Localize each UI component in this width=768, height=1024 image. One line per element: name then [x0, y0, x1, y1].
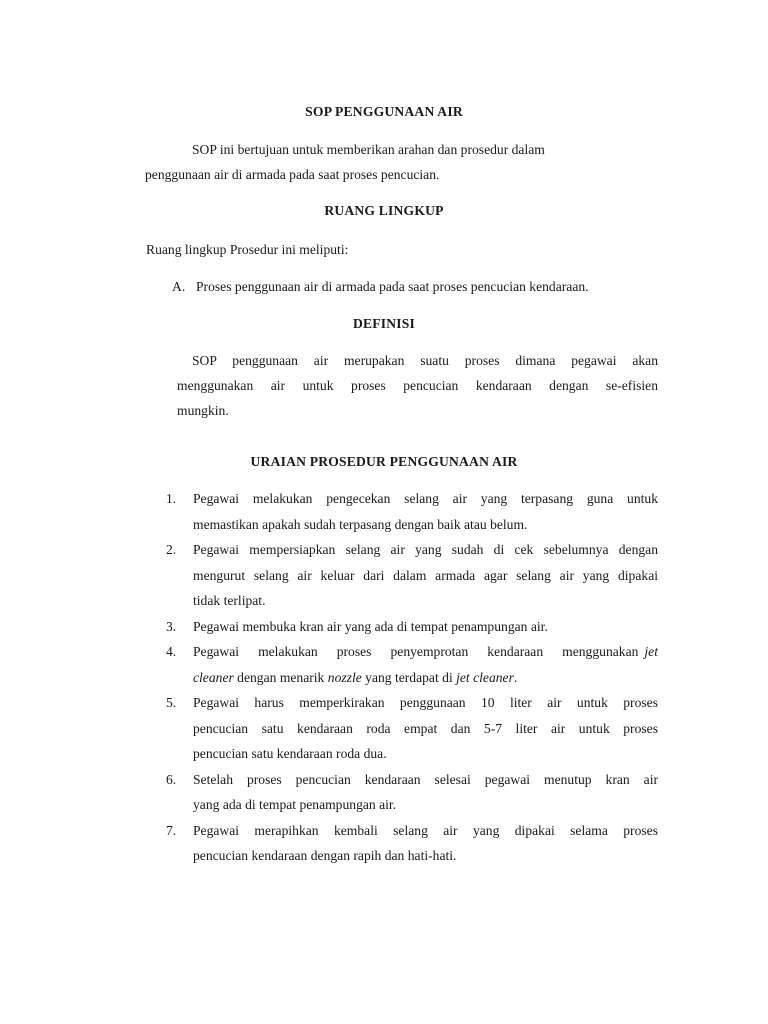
procedure-item-1 — [166, 486, 658, 537]
ruang-lingkup-heading: RUANG LINGKUP — [324, 203, 444, 218]
procedure-item-line: mengurut selang air keluar dari dalam armada agar selang air yang dipakai — [193, 567, 658, 583]
procedure-item-7 — [166, 818, 658, 869]
procedure-item-number: 7. — [166, 822, 177, 838]
procedure-item-line: pencucian satu kendaraan roda dua. — [193, 746, 387, 761]
procedure-item-number: 1. — [166, 491, 177, 506]
procedure-item-2 — [166, 537, 658, 614]
procedure-item-line — [193, 665, 658, 691]
procedure-item-line: Pegawai melakukan pengecekan selang air yang terpasang guna untuk — [193, 491, 658, 506]
procedure-item-line: pencucian kendaraan dengan rapih dan hati-hati. — [193, 848, 457, 863]
definisi-line-1: SOP penggunaan air merupakan suatu proses dimana pegawai akan — [192, 353, 658, 368]
procedure-item-4 — [166, 639, 658, 690]
intro-line-2: penggunaan air di armada pada saat proses pencucian. — [145, 167, 440, 182]
ruang-lingkup-lead: Ruang lingkup Prosedur ini meliputi: — [146, 242, 349, 257]
ruang-lingkup-item-text: Proses penggunaan air di armada pada saat proses pencucian kendaraan. — [196, 279, 589, 294]
procedure-item-number: 6. — [166, 771, 177, 787]
procedure-item-line: Pegawai membuka kran air yang ada di tempat penampungan air. — [193, 618, 548, 634]
definisi-heading: DEFINISI — [352, 316, 416, 331]
procedure-item-number: 4. — [166, 644, 177, 659]
procedure-item-line: Pegawai mempersiapkan selang air yang sudah di cek sebelumnya dengan — [193, 542, 658, 557]
definisi-line-2: menggunakan air untuk proses pencucian kendaraan dengan se-efisien — [177, 378, 658, 393]
document-title: SOP PENGGUNAAN AIR — [305, 104, 463, 119]
procedure-item-line — [193, 639, 658, 665]
procedure-item-line: tidak terlipat. — [193, 593, 266, 608]
procedure-item-line: yang ada di tempat penampungan air. — [193, 797, 397, 812]
procedure-item-emphasis: nozzle — [327, 669, 362, 685]
procedure-item-text: . — [513, 669, 518, 685]
procedure-item-number: 5. — [166, 695, 177, 710]
procedure-item-emphasis: jet cleaner — [456, 669, 514, 685]
definisi-line-3: mungkin. — [177, 403, 229, 418]
procedure-item-line: pencucian satu kendaraan roda empat dan 5-7 liter air untuk proses — [193, 720, 658, 736]
procedure-item-line: Pegawai harus memperkirakan penggunaan 10 liter air untuk proses — [193, 695, 658, 710]
procedure-item-5 — [166, 690, 658, 767]
procedure-item-number: 2. — [166, 542, 177, 557]
definisi-paragraph — [177, 348, 658, 423]
procedure-item-3 — [166, 614, 658, 640]
procedure-item-text: dengan menarik — [233, 669, 328, 685]
intro-line-1: SOP ini bertujuan untuk memberikan arahan dan prosedur dalam — [192, 142, 545, 157]
ruang-lingkup-item-marker: A. — [172, 279, 186, 294]
uraian-heading: URAIAN PROSEDUR PENGGUNAAN AIR — [250, 454, 518, 469]
procedure-item-emphasis: jet — [644, 644, 658, 659]
procedure-item-emphasis: cleaner — [193, 669, 234, 685]
procedure-item-text: yang terdapat di — [361, 669, 457, 685]
procedure-item-line: memastikan apakah sudah terpasang dengan baik atau belum. — [193, 516, 528, 532]
procedure-item-line: Pegawai merapihkan kembali selang air yang dipakai selama proses — [193, 822, 658, 838]
procedure-item-number: 3. — [166, 618, 177, 634]
procedure-item-line: Setelah proses pencucian kendaraan selesai pegawai menutup kran air — [193, 771, 658, 787]
procedure-list — [166, 486, 658, 869]
procedure-item-6 — [166, 767, 658, 818]
procedure-item-text: Pegawai melakukan proses penyemprotan kendaraan menggunakan — [193, 644, 639, 659]
